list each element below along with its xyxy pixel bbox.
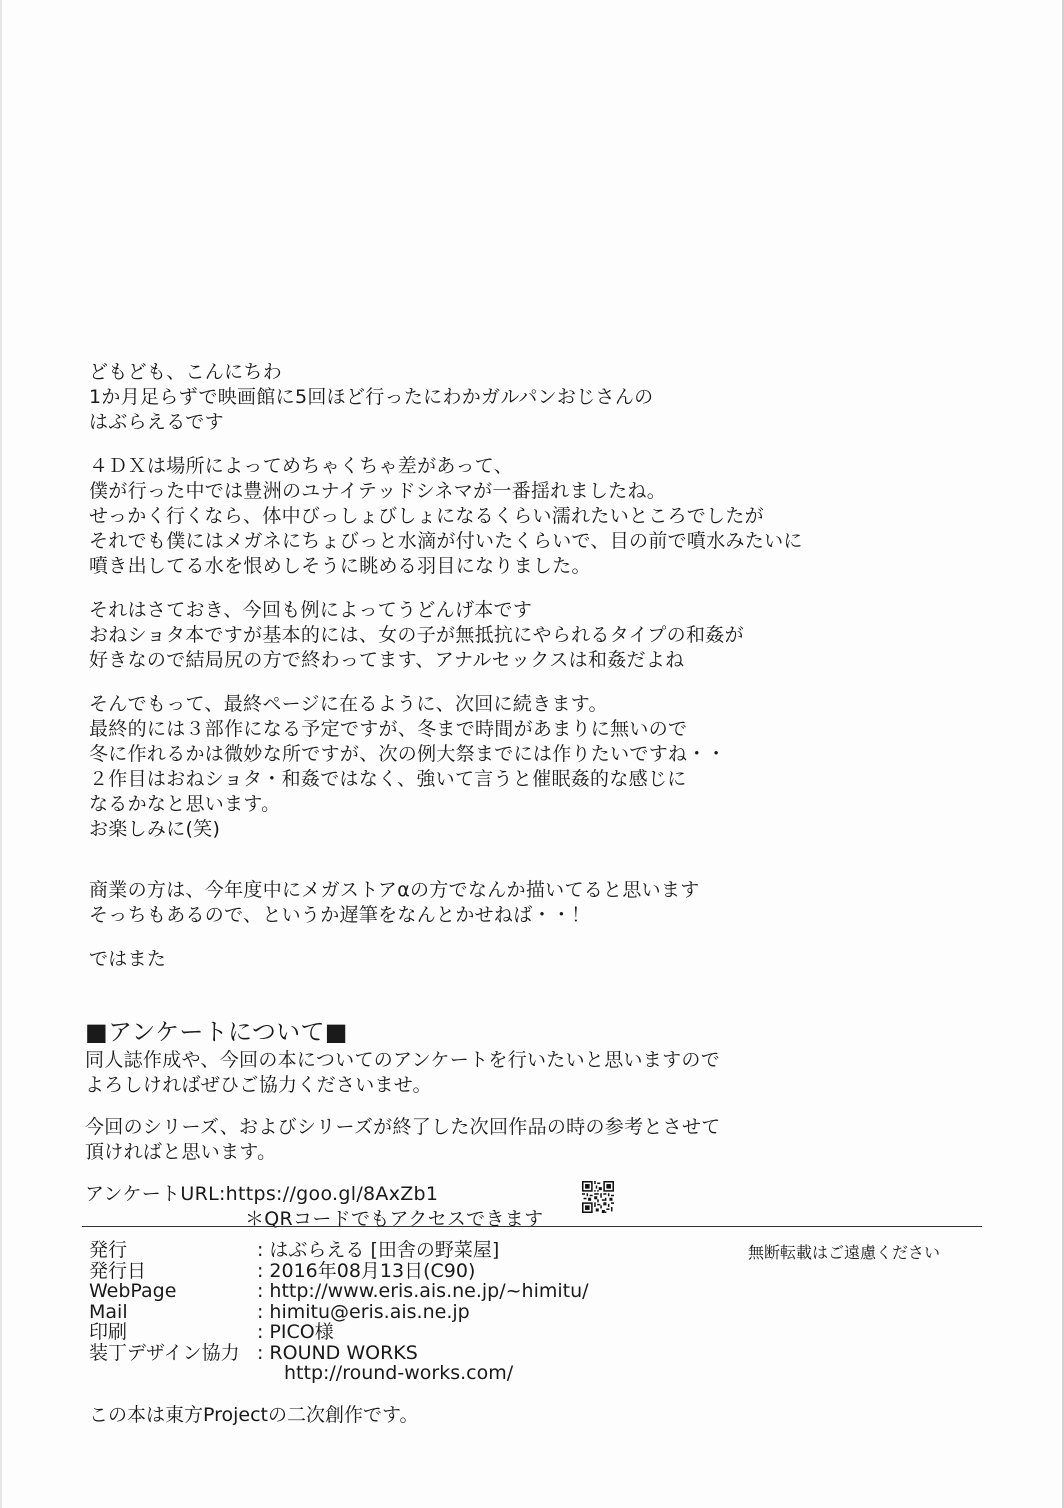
derivative-work-note: この本は東方Projectの二次創作です。 <box>89 1404 419 1426</box>
divider-line <box>82 1226 982 1227</box>
colophon-value: : はぶらえる [田舎の野菜屋] <box>257 1240 499 1261</box>
colophon-row-design <box>89 1343 689 1364</box>
colophon-value: : PICO様 <box>257 1322 334 1343</box>
colophon-label: 装丁デザイン協力 <box>89 1341 240 1364</box>
qr-code-icon[interactable] <box>582 1181 614 1213</box>
colophon-label: Mail <box>89 1300 128 1323</box>
colophon-label: 印刷 <box>89 1321 128 1343</box>
colophon-label: WebPage <box>89 1280 177 1302</box>
survey-purpose-line: 今回のシリーズ、およびシリーズが終了した次回作品の時の参考とさせて <box>85 1116 721 1138</box>
survey-intro-line: 同人誌作成や、今回の本についてのアンケートを行いたいと思いますので <box>85 1049 721 1071</box>
afterword-line: 1か月足らずで映画館に5回ほど行ったにわかガルパンおじさんの <box>89 386 654 408</box>
colophon-value: : ROUND WORKS <box>257 1343 418 1364</box>
afterword-line: ではまた <box>89 948 167 970</box>
afterword-line: それはさておき、今回も例によってうどんげ本です <box>89 599 533 621</box>
afterword-text <box>89 360 949 991</box>
qr-note: ＊QRコードでもアクセスできます <box>245 1208 544 1230</box>
no-reprint-notice: 無断転載はご遠慮ください <box>748 1243 941 1262</box>
survey-purpose-line: 頂ければと思います。 <box>85 1141 277 1163</box>
colophon-row-printer <box>89 1322 689 1343</box>
afterword-line: ４ＤＸは場所によってめちゃくちゃ差があって、 <box>89 455 514 477</box>
afterword-paragraph <box>89 878 949 928</box>
afterword-line: 最終的には３部作になる予定ですが、冬まで時間があまりに無いので <box>89 718 688 740</box>
afterword-line: おねショタ本ですが基本的には、女の子が無抵抗にやられるタイプの和姦が <box>89 624 744 646</box>
webpage-link[interactable]: : http://www.eris.ais.ne.jp/~himitu/ <box>257 1281 589 1302</box>
afterword-paragraph <box>89 692 949 842</box>
mail-link[interactable]: : himitu@eris.ais.ne.jp <box>257 1302 470 1323</box>
colophon-value: : 2016年08月13日(C90) <box>257 1261 475 1282</box>
afterword-line: ２作目はおねショタ・和姦ではなく、強いて言うと催眠姦的な感じに <box>89 768 687 790</box>
afterword-line: 僕が行った中では豊洲のユナイテッドシネマが一番揺れましたね。 <box>89 480 667 502</box>
colophon-label: 発行 <box>89 1239 128 1261</box>
afterword-paragraph <box>89 598 949 673</box>
colophon <box>89 1240 689 1384</box>
afterword-line: 噴き出してる水を恨めしそうに眺める羽目になりました。 <box>89 555 591 577</box>
colophon-row-publisher <box>89 1240 689 1261</box>
colophon-row-webpage <box>89 1281 689 1302</box>
afterword-paragraph <box>89 360 949 435</box>
afterword-line: そんでもって、最終ページに在るように、次回に続きます。 <box>89 693 608 715</box>
colophon-row-date <box>89 1261 689 1282</box>
afterword-line: なるかなと思います。 <box>89 793 281 815</box>
afterword-line: せっかく行くなら、体中びっしょびしょになるくらい濡れたいところでしたが <box>89 505 764 527</box>
afterword-line: それでも僕にはメガネにちょびっと水滴が付いたくらいで、目の前で噴水みたいに <box>89 530 803 552</box>
afterword-line: はぶらえるです <box>89 411 224 433</box>
afterword-line: 冬に作れるかは微妙な所ですが、次の例大祭までには作りたいですね・・ <box>89 743 726 765</box>
afterword-line: お楽しみに(笑) <box>89 818 221 840</box>
survey-section <box>85 1018 785 1232</box>
design-url-link[interactable]: http://round-works.com/ <box>284 1362 514 1384</box>
colophon-row-mail <box>89 1302 689 1323</box>
afterword-line: 好きなので結局尻の方で終わってます、アナルセックスは和姦だよね <box>89 649 685 671</box>
survey-heading: ■アンケートについて■ <box>85 1018 348 1046</box>
survey-purpose <box>85 1115 785 1165</box>
afterword-paragraph <box>89 454 949 579</box>
afterword-line: 商業の方は、今年度中にメガストアαの方でなんか描いてると思います <box>89 879 700 901</box>
survey-intro-line: よろしければぜひご協力くださいませ。 <box>85 1074 432 1096</box>
afterword-line: どもども、こんにちわ <box>89 361 283 383</box>
survey-url[interactable]: アンケートURL:https://goo.gl/8AxZb1 <box>85 1183 439 1205</box>
afterword-paragraph <box>89 947 949 972</box>
survey-intro <box>85 1048 785 1098</box>
afterword-line: そっちもあるので、というか遅筆をなんとかせねば・・！ <box>89 904 591 926</box>
colophon-label: 発行日 <box>89 1259 147 1282</box>
